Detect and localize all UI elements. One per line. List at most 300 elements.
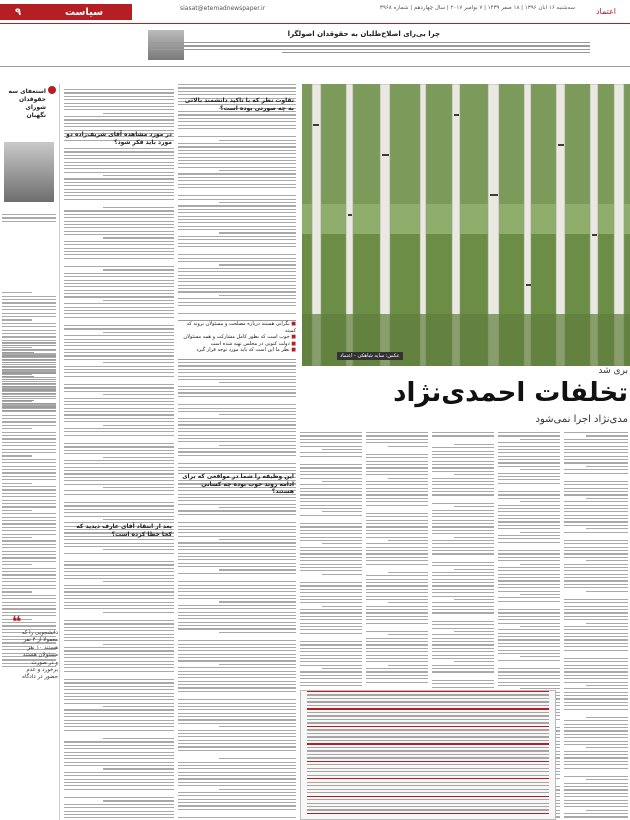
body-text-line (64, 352, 174, 353)
body-text-line (498, 491, 560, 492)
body-text-line (64, 450, 174, 451)
body-text-line (178, 542, 296, 543)
body-text-line (432, 572, 494, 573)
highlight-item: ■ نظر ما این است که باید مورد توجه قرار گیرد (178, 347, 296, 354)
body-text-line (64, 404, 174, 405)
body-text-line (498, 557, 560, 558)
quote-text-line (307, 705, 549, 706)
body-text-line (178, 595, 296, 596)
body-text-line (2, 425, 56, 426)
body-text-line (432, 624, 494, 625)
body-text-line (64, 693, 174, 694)
editorial-body-text (150, 42, 590, 62)
body-text-line (300, 570, 362, 571)
body-text-line (64, 494, 174, 495)
body-text-line (2, 408, 56, 409)
body-text-line (2, 496, 56, 497)
body-text-line (2, 367, 56, 368)
body-text-line (432, 609, 494, 610)
body-text-line (178, 778, 296, 779)
body-text-line (2, 503, 56, 504)
body-text-line (300, 582, 362, 583)
body-text-line (300, 553, 362, 554)
quote-text-line (307, 708, 549, 709)
body-text-line (366, 516, 428, 517)
body-text-line (586, 747, 628, 748)
quote-text-line (307, 813, 549, 814)
body-text-line (178, 369, 296, 370)
body-text-line (2, 360, 56, 361)
body-text-line (2, 394, 56, 395)
body-text-line (432, 612, 494, 613)
body-text-line (300, 557, 362, 558)
body-text-line (103, 457, 175, 458)
body-text-line (64, 657, 174, 658)
body-text-line (366, 671, 428, 672)
body-text-line (300, 589, 362, 590)
body-text-line (64, 623, 174, 624)
body-text-line (432, 575, 494, 576)
newspaper-logo-icon (590, 4, 622, 18)
body-text-line (2, 561, 56, 562)
body-text-line (64, 679, 174, 680)
body-text-line (366, 474, 428, 475)
body-text-line (178, 125, 296, 126)
body-text-line (64, 467, 174, 468)
body-text-line (432, 547, 494, 548)
body-text-line (64, 539, 174, 540)
body-text-line (64, 195, 174, 196)
body-text-line (64, 244, 174, 245)
body-text-line (2, 350, 56, 351)
body-text-line (178, 305, 296, 306)
body-text-line (300, 498, 362, 499)
body-text-line (300, 629, 362, 630)
body-text-line (178, 691, 296, 692)
body-text-line (2, 493, 56, 494)
body-text-line (219, 726, 296, 727)
body-text-line (64, 630, 174, 631)
body-text-line (219, 382, 296, 383)
body-text-line (300, 655, 362, 656)
body-text-line (2, 527, 56, 528)
body-text-line (454, 661, 494, 662)
body-text-line (2, 462, 56, 463)
body-text-line (64, 217, 174, 218)
body-text-line (178, 546, 296, 547)
body-text-line (300, 682, 362, 683)
body-text-line (64, 172, 174, 173)
body-text-line (64, 234, 174, 235)
body-text-line (178, 566, 296, 567)
body-text-line (564, 658, 628, 659)
body-text-line (178, 605, 296, 606)
body-text-line (2, 520, 56, 521)
body-text-line (432, 457, 494, 458)
body-text-line (178, 514, 296, 515)
body-text-line (300, 671, 362, 672)
column-4 (366, 432, 428, 686)
body-text-line (432, 582, 494, 583)
body-text-line (564, 737, 628, 738)
body-text-line (564, 599, 628, 600)
body-text-line (564, 803, 628, 804)
body-text-line (366, 685, 428, 686)
body-text-line (2, 347, 32, 348)
body-text-line (64, 814, 174, 815)
quote-text-line (307, 701, 549, 702)
body-text-line (2, 326, 56, 327)
body-text-line (366, 557, 428, 558)
body-text-line (2, 615, 56, 616)
body-text-line (178, 146, 296, 147)
body-text-line (2, 455, 32, 456)
body-text-line (300, 599, 362, 600)
body-text-line (64, 210, 174, 211)
body-text-line (498, 511, 560, 512)
body-text-line (178, 435, 296, 436)
body-text-line (103, 706, 175, 707)
body-text-line (178, 451, 296, 452)
body-text-line (520, 439, 560, 440)
body-text-line (432, 494, 494, 495)
body-text-line (432, 606, 494, 607)
body-text-line (564, 612, 628, 613)
body-text-line (366, 589, 428, 590)
body-text-line (586, 810, 628, 811)
body-text-line (2, 534, 56, 535)
body-text-line (2, 581, 56, 582)
body-text-line (454, 537, 494, 538)
body-text-line (178, 553, 296, 554)
body-text-line (564, 692, 628, 693)
body-text-line (178, 209, 296, 210)
body-text-line (432, 454, 494, 455)
body-text-line (178, 782, 296, 783)
section-email: siasat@etemadnewspaper.ir (180, 5, 266, 12)
body-text-line (564, 439, 628, 440)
body-text-line (64, 366, 174, 367)
body-text-line (564, 459, 628, 460)
body-text-line (64, 716, 174, 717)
body-text-line (178, 184, 296, 185)
body-text-line (388, 540, 428, 541)
body-text-line (300, 602, 362, 603)
quote-text-line (307, 733, 549, 734)
body-text-line (2, 588, 56, 589)
body-text-line (64, 575, 174, 576)
body-text-line (64, 106, 174, 107)
body-text-line (2, 214, 56, 215)
body-text-line (498, 675, 560, 676)
header-rule (0, 23, 630, 24)
body-text-line (498, 601, 560, 602)
body-text-line (2, 500, 56, 501)
body-text-line (64, 443, 174, 444)
body-text-line (64, 699, 174, 700)
body-text-line (564, 744, 628, 745)
body-text-line (178, 740, 296, 741)
body-text-line (564, 462, 628, 463)
body-text-line (366, 464, 428, 465)
body-text-line (64, 634, 174, 635)
body-text-line (2, 469, 56, 470)
body-text-line (219, 140, 296, 141)
body-text-line (498, 650, 560, 651)
logo-text: اعتماد (595, 7, 617, 16)
body-text-line (178, 467, 296, 468)
body-text-line (178, 556, 296, 557)
body-text-line (178, 428, 296, 429)
quote-text-line (307, 726, 549, 727)
body-text-line (564, 473, 628, 474)
body-text-line (300, 567, 362, 568)
body-text-line (388, 602, 428, 603)
body-text-line (300, 526, 362, 527)
body-text-line (498, 432, 560, 433)
body-text-line (564, 619, 628, 620)
body-text-line (178, 762, 296, 763)
body-text-line (300, 675, 362, 676)
body-text-line (103, 394, 175, 395)
photo-credit: عکس: سایه شاهکی - اعتماد (337, 352, 403, 360)
quote-text-line (307, 768, 549, 769)
body-text-line (2, 302, 56, 303)
body-text-line (64, 96, 174, 97)
body-text-line (178, 703, 296, 704)
body-text-line (178, 746, 296, 747)
body-text-line (366, 579, 428, 580)
body-text-line (178, 716, 296, 717)
body-text-line (219, 170, 296, 171)
body-text-line (432, 651, 494, 652)
body-text-line (178, 285, 296, 286)
body-text-line (178, 677, 296, 678)
body-text-line (64, 227, 174, 228)
body-text-line (2, 319, 32, 320)
body-text-line (178, 536, 296, 537)
body-text-line (564, 606, 628, 607)
body-text-line (64, 571, 174, 572)
body-text-line (498, 459, 560, 460)
body-text-line (2, 299, 56, 300)
body-text-line (2, 411, 56, 412)
body-text-line (64, 280, 174, 281)
body-text-line (178, 421, 296, 422)
body-text-line (586, 498, 628, 499)
body-text-line (2, 612, 56, 613)
body-text-line (432, 562, 494, 563)
body-text-line (498, 619, 560, 620)
body-text-line (178, 549, 296, 550)
body-text-line (2, 547, 56, 548)
body-text-line (178, 160, 296, 161)
body-text-line (178, 723, 296, 724)
body-text-line (178, 654, 296, 655)
body-text-line (564, 570, 628, 571)
body-text-line (498, 553, 560, 554)
body-text-line (564, 505, 628, 506)
body-text-line (498, 643, 560, 644)
body-text-line (103, 519, 175, 520)
body-text-line (322, 606, 362, 607)
body-text-line (432, 530, 494, 531)
body-text-line (178, 216, 296, 217)
editorial-title: چرا بی‌رای اصلاح‌طلبان به حقوقدان اصولگرا (287, 30, 440, 38)
body-text-line (564, 678, 628, 679)
body-text-line (2, 591, 32, 592)
body-text-line (178, 271, 296, 272)
body-text-line (64, 317, 174, 318)
body-text-line (178, 219, 296, 220)
body-text-line (178, 559, 296, 560)
body-text-line (103, 362, 175, 363)
body-text-line (64, 189, 174, 190)
body-text-line (564, 639, 628, 640)
body-text-line (2, 343, 56, 344)
body-text-line (2, 578, 56, 579)
body-text-line (586, 717, 628, 718)
body-text-line (564, 442, 628, 443)
body-text-line (64, 671, 174, 672)
body-text-line (64, 384, 174, 385)
body-text-line (300, 592, 362, 593)
body-text-line (2, 506, 56, 507)
body-text-line (64, 775, 174, 776)
body-text-line (178, 246, 296, 247)
body-text-line (64, 349, 174, 350)
body-text-line (178, 719, 296, 720)
body-text-line (322, 481, 362, 482)
quote-text-line (307, 691, 549, 692)
body-text-line (64, 453, 174, 454)
body-text-line (564, 515, 628, 516)
body-text-line (564, 698, 628, 699)
quote-text-line (307, 789, 549, 790)
body-text-line (64, 307, 174, 308)
body-text-line (178, 510, 296, 511)
body-text-line (2, 404, 56, 405)
body-text-line (178, 418, 296, 419)
body-text-line (432, 589, 494, 590)
body-text-line (300, 491, 362, 492)
body-text-line (2, 513, 56, 514)
body-text-line (366, 644, 428, 645)
body-text-line (64, 543, 174, 544)
body-text-line (64, 339, 174, 340)
body-text-line (64, 411, 174, 412)
body-text-line (178, 647, 296, 648)
body-text-line (2, 374, 32, 375)
highlights-box (178, 320, 296, 360)
body-text-line (388, 478, 428, 479)
body-text-line (2, 357, 56, 358)
body-text-line (498, 473, 560, 474)
body-text-line (564, 511, 628, 512)
body-text-line (2, 316, 56, 317)
body-text-line (219, 414, 296, 415)
body-text-line (366, 471, 428, 472)
column-2-bottom (178, 362, 296, 820)
body-text-line (300, 648, 362, 649)
body-text-line (432, 432, 494, 433)
body-text-line (64, 293, 174, 294)
body-text-line (178, 157, 296, 158)
body-text-line (366, 491, 428, 492)
column-1 (64, 84, 174, 820)
body-text-line (64, 221, 174, 222)
body-text-line (178, 404, 296, 405)
body-text-line (178, 128, 296, 129)
body-text-line (300, 537, 362, 538)
body-text-line (366, 547, 428, 548)
body-text-line (432, 648, 494, 649)
body-text-line (64, 398, 174, 399)
body-text-line (498, 653, 560, 654)
body-text-line (178, 470, 296, 471)
body-text-line (586, 466, 628, 467)
body-text-line (388, 572, 428, 573)
body-text-line (64, 89, 174, 90)
body-text-line (64, 214, 174, 215)
body-text-line (219, 445, 296, 446)
body-text-line (498, 521, 560, 522)
body-text-line (64, 359, 174, 360)
page-number-badge: ۹ (0, 4, 36, 20)
body-text-line (366, 442, 428, 443)
body-text-line (64, 661, 174, 662)
body-text-line (322, 543, 362, 544)
body-text-line (64, 199, 174, 200)
body-text-line (300, 633, 362, 634)
body-text-line (300, 623, 362, 624)
body-text-line (178, 733, 296, 734)
body-text-line (366, 513, 428, 514)
body-text-line (64, 313, 174, 314)
body-text-line (178, 226, 296, 227)
body-text-line (432, 683, 494, 684)
body-text-line (300, 432, 362, 433)
body-text-line (178, 376, 296, 377)
body-text-line (64, 408, 174, 409)
body-text-line (178, 275, 296, 276)
body-text-line (178, 396, 296, 397)
body-text-line (564, 501, 628, 502)
body-text-line (64, 283, 174, 284)
body-text-line (178, 298, 296, 299)
body-text-line (366, 543, 428, 544)
body-text-line (366, 582, 428, 583)
body-text-line (178, 765, 296, 766)
body-text-line (64, 726, 174, 727)
body-text-line (564, 494, 628, 495)
body-text-line (388, 665, 428, 666)
body-text-line (564, 709, 628, 710)
body-text-line (564, 727, 628, 728)
question-subhead: تفاوت نظر که با تاکید دانشمند بالائی به چه صورتی بوده است؟ (184, 97, 294, 112)
body-text-line (2, 377, 56, 378)
body-text-line (432, 520, 494, 521)
body-text-line (432, 668, 494, 669)
question-subhead: بعد از انتقاد آقای عارف دیدید که کجا خطا کرده است؟ (76, 523, 172, 538)
body-text-line (178, 644, 296, 645)
body-text-line (300, 641, 362, 642)
body-text-line (64, 588, 174, 589)
body-text-line (64, 758, 174, 759)
body-text-line (64, 797, 174, 798)
body-text-line (564, 796, 628, 797)
body-text-line (64, 505, 174, 506)
